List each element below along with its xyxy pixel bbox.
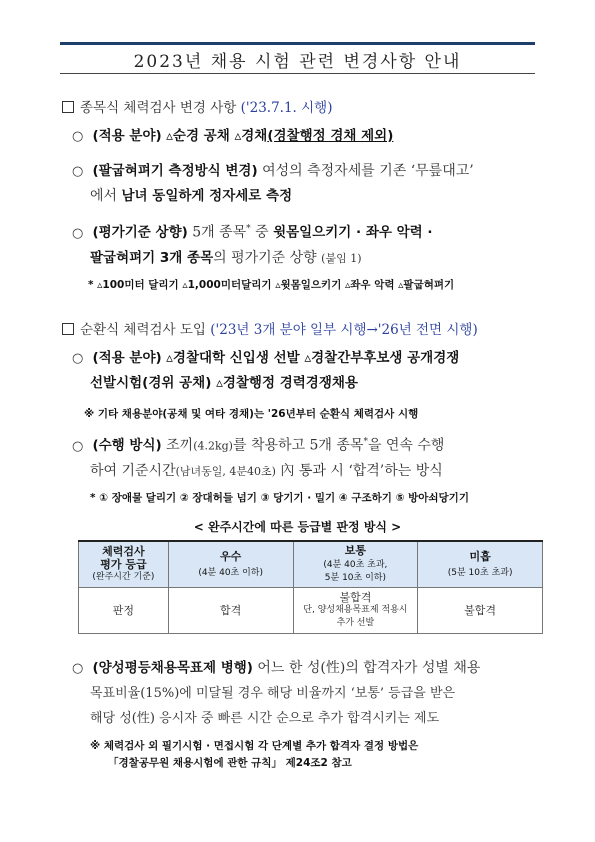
square-bullet-icon xyxy=(62,323,74,335)
grade-table xyxy=(78,540,543,634)
circle-bullet-icon: ○ xyxy=(72,661,84,676)
circle-bullet-icon: ○ xyxy=(72,129,84,144)
table-column-poor: 미흡 (5분 10초 초과) xyxy=(418,541,543,588)
section-1-heading-note: ('23.7.1. 시행) xyxy=(240,100,333,116)
section-1-item-pushup-method: ○ (팔굽혀펴기 측정방식 변경) 여성의 측정자세를 기존 ‘무릎대고’ 에서 남녀 동일하게 정자세로 측정 xyxy=(72,159,542,209)
section-2-note-other-fields: ※ 기타 채용분야(공채 및 여타 경채)는 '26년부터 순환식 체력검사 시행 xyxy=(84,408,419,420)
circle-bullet-icon: ○ xyxy=(72,351,84,366)
section-2-item-method: ○ (수행 방식) 조끼(4.2kg)를 착용하고 5개 종목*을 연속 수행 하여 기준시간(남녀동일, 4분40초) 內 통과 시 ‘합격’하는 방식 xyxy=(72,430,542,484)
table-column-normal: 보통 (4분 40초 초과, 5분 10초 이하) xyxy=(293,541,418,588)
section-1-heading: 종목식 체력검사 변경 사항 ('23.7.1. 시행) xyxy=(62,96,332,116)
section-2-item-gender-equality: ○ (양성평등채용목표제 병행) 어느 한 성(性)의 합격자가 성별 채용 목표비율(15%)에 미달될 경우 해당 비율까지 ‘보통’ 등급을 받은 해당 성(性) 응시자 중 빠른 시간 순으로 추가 합격시키는 제도 xyxy=(72,656,542,731)
table-cell: 불합격 xyxy=(418,588,543,634)
table-cell: 불합격 단, 양성채용목표제 적용시 추가 선발 xyxy=(293,588,418,634)
circle-bullet-icon: ○ xyxy=(72,438,84,454)
section-2-footnote: * ① 장애물 달리기 ② 장대허들 넘기 ③ 당기기 · 밀기 ④ 구조하기 ⑤ 방아쇠당기기 xyxy=(90,492,469,504)
section-1-item-scope: ○ (적용 분야) ▵순경 공채 ▵경채(경찰행정 경채 제외) xyxy=(72,124,542,149)
section-1-item-criteria: ○ (평가기준 상향) 5개 종목* 중 윗몸일으키기 · 좌우 악력 · 팔굽혀펴기 3개 종목의 평가기준 상향 (붙임 1) xyxy=(72,217,542,271)
table-title: < 완주시간에 따른 등급별 판정 방식 > xyxy=(193,520,402,534)
title-box xyxy=(60,42,535,74)
section-2-note-written-test: ※ 체력검사 외 필기시험 · 면접시험 각 단계별 추가 합격자 결정 방법은 xyxy=(90,740,419,752)
circle-bullet-icon: ○ xyxy=(72,225,84,241)
square-bullet-icon xyxy=(62,101,74,113)
section-1-footnote: * ▵100미터 달리기 ▵1,000미터달리기 ▵윗몸일으키기 ▵좌우 악력 ▵팔굽혀펴기 xyxy=(88,279,455,291)
section-2-note-regulation: 「경찰공무원 채용시험에 관한 규칙」 제24조2 참고 xyxy=(108,757,352,769)
table-cell: 합격 xyxy=(168,588,293,634)
section-2-item-scope: ○ (적용 분야) ▵경찰대학 신입생 선발 ▵경찰간부후보생 공개경쟁 선발시험(경위 공채) ▵경찰행정 경력경쟁채용 xyxy=(72,346,542,396)
page-title: 2023년 채용 시험 관련 변경사항 안내 xyxy=(133,51,462,72)
table-row-label: 판정 xyxy=(79,588,169,634)
section-2-heading-note: ('23년 3개 분야 일부 시행→'26년 전면 시행) xyxy=(210,322,478,338)
table-column-excellent: 우수 (4분 40초 이하) xyxy=(168,541,293,588)
table-corner-header: 체력검사 평가 등급 (완주시간 기준) xyxy=(79,541,169,588)
circle-bullet-icon: ○ xyxy=(72,164,84,179)
section-2-heading: 순환식 체력검사 도입 ('23년 3개 분야 일부 시행→'26년 전면 시행) xyxy=(62,318,478,338)
table-header-row xyxy=(79,541,543,588)
table-row xyxy=(79,588,543,634)
